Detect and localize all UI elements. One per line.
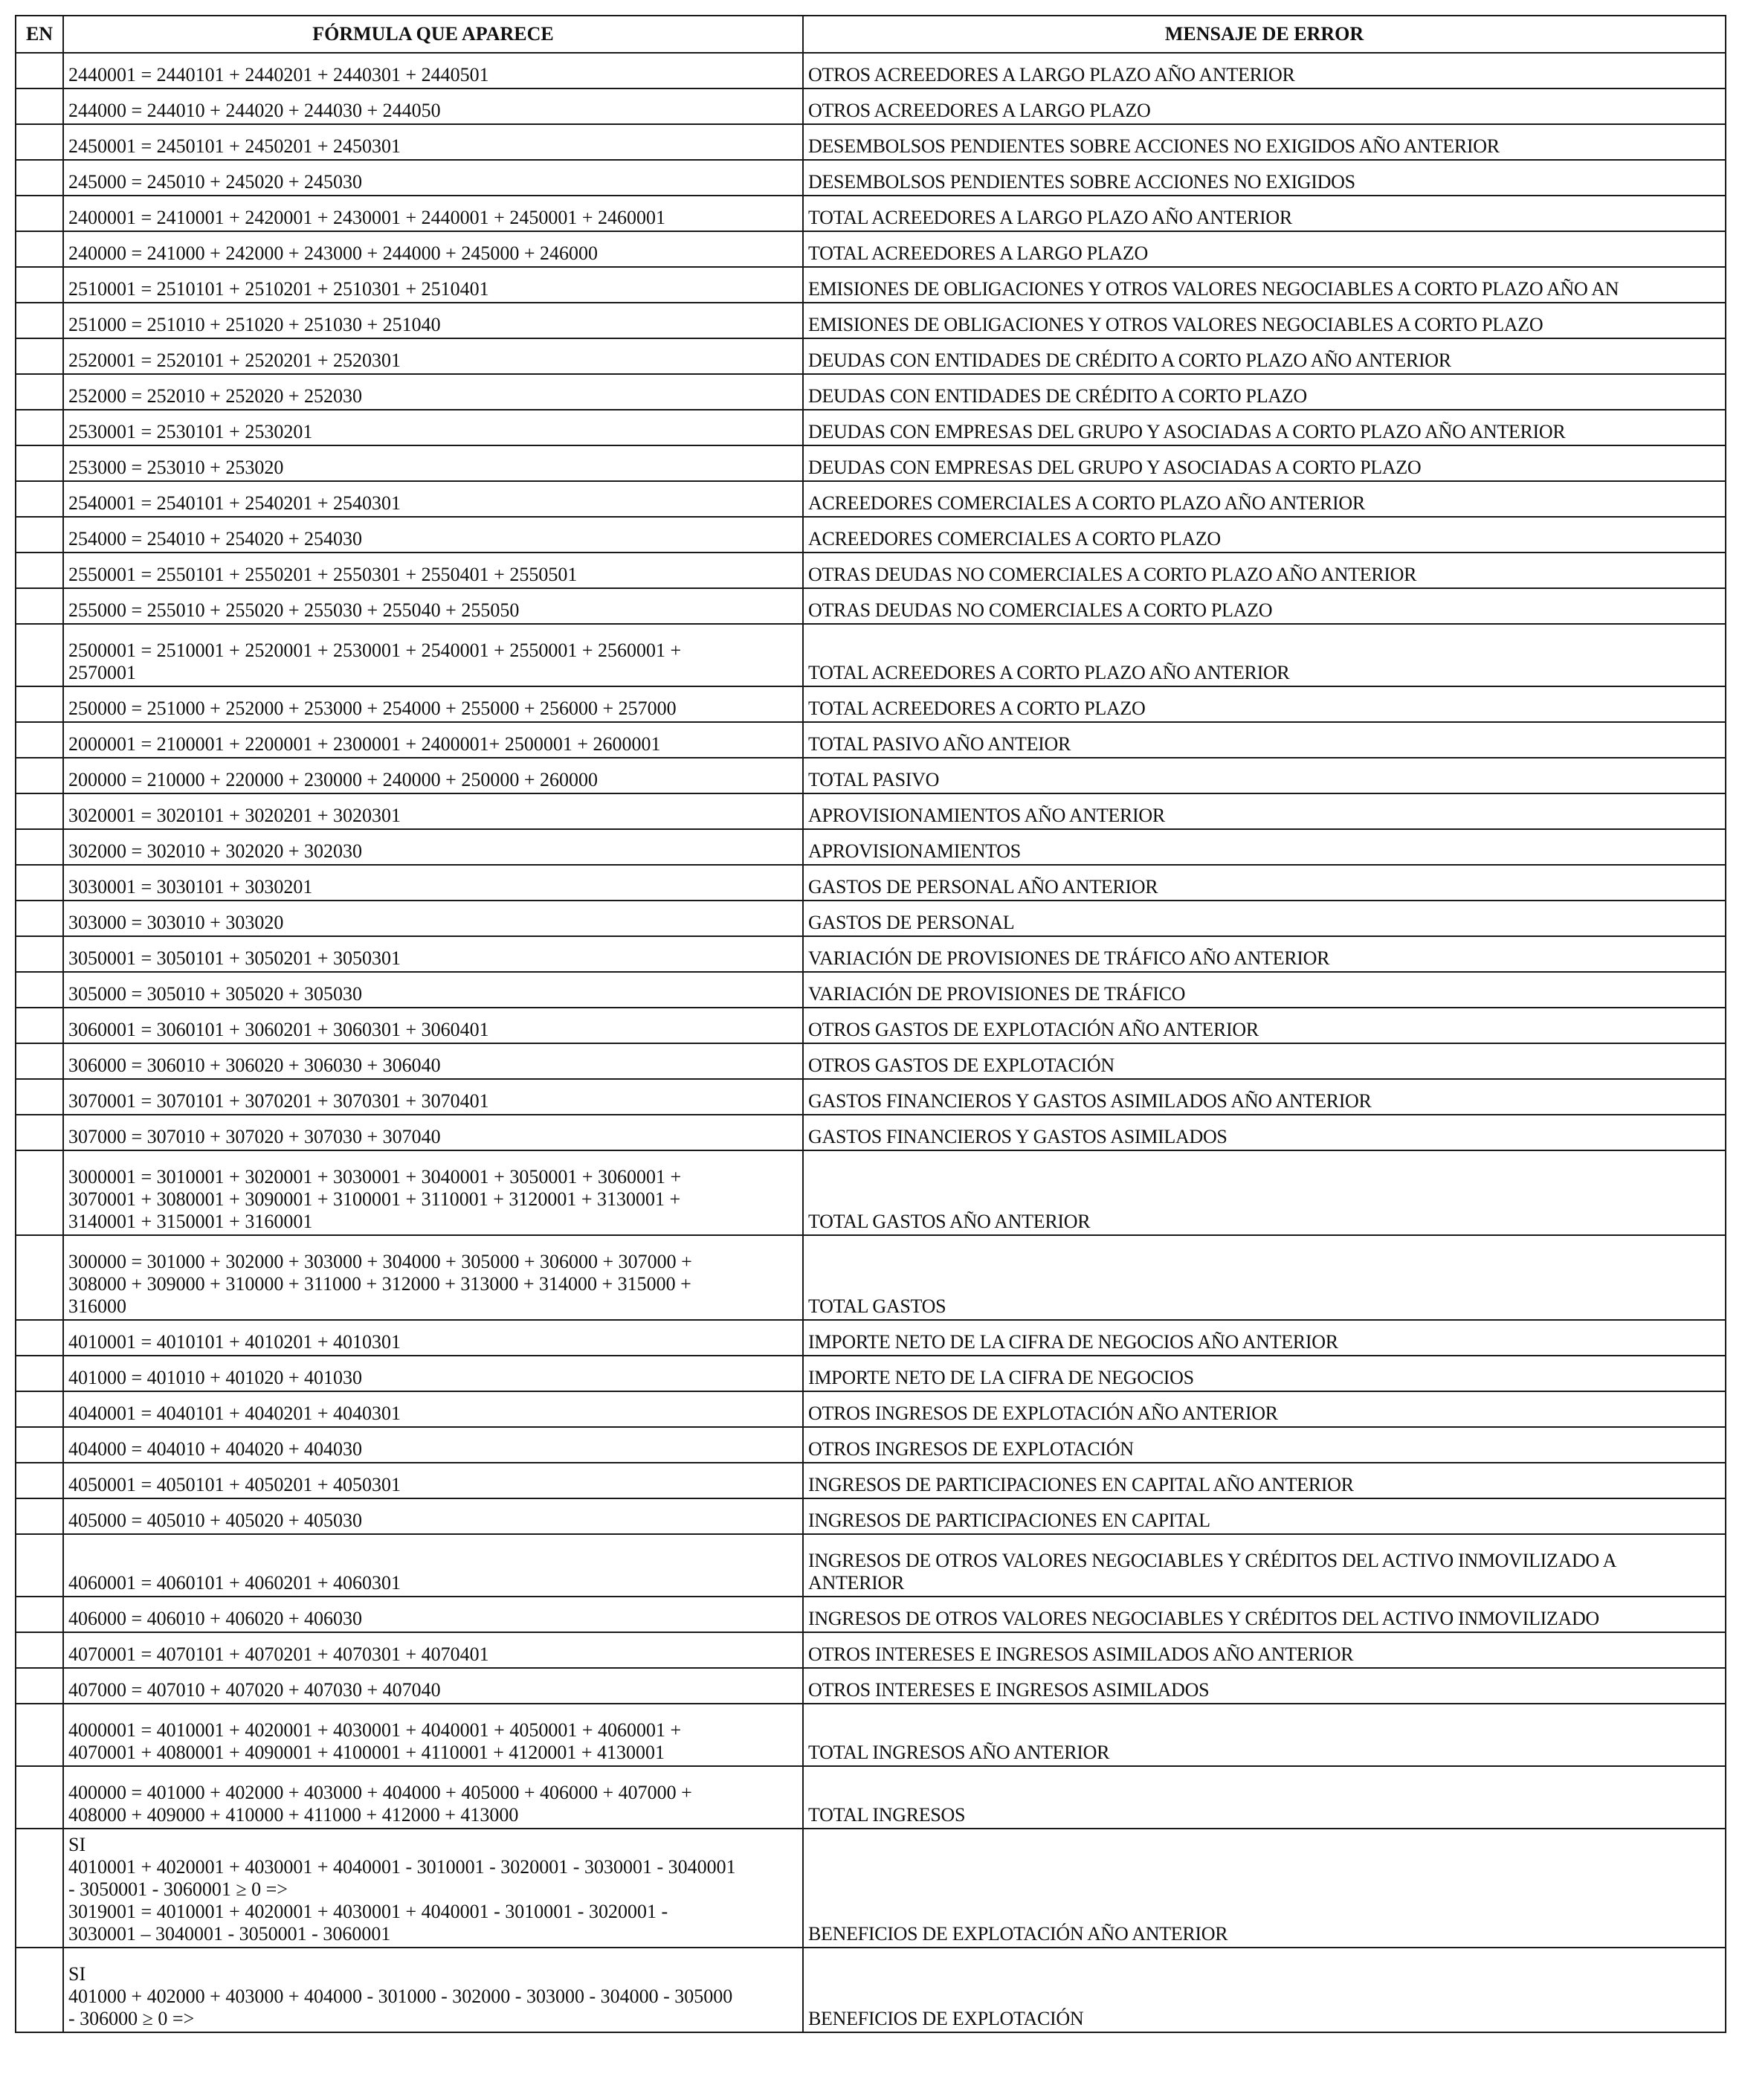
formula-cell: 2000001 = 2100001 + 2200001 + 2300001 + 2400001+ 2500001 + 2600001: [63, 722, 803, 758]
error-message-cell: OTROS GASTOS DE EXPLOTACIÓN: [803, 1043, 1726, 1079]
formula-cell: 2440001 = 2440101 + 2440201 + 2440301 + 2440501: [63, 53, 803, 88]
table-row: [16, 1008, 1726, 1043]
error-message-cell: GASTOS FINANCIEROS Y GASTOS ASIMILADOS AÑO ANTERIOR: [803, 1079, 1726, 1115]
error-message-cell: VARIACIÓN DE PROVISIONES DE TRÁFICO AÑO ANTERIOR: [803, 936, 1726, 972]
error-message-cell: OTROS ACREEDORES A LARGO PLAZO: [803, 88, 1726, 124]
formula-cell: 4060001 = 4060101 + 4060201 + 4060301: [63, 1534, 803, 1597]
formula-cell: 302000 = 302010 + 302020 + 302030: [63, 829, 803, 865]
formula-cell: 3020001 = 3020101 + 3020201 + 3020301: [63, 793, 803, 829]
error-message-cell: OTROS INTERESES E INGRESOS ASIMILADOS AÑO ANTERIOR: [803, 1632, 1726, 1668]
table-row: [16, 1829, 1726, 1948]
en-cell: [16, 517, 63, 553]
formula-cell: 305000 = 305010 + 305020 + 305030: [63, 972, 803, 1008]
en-cell: [16, 1829, 63, 1948]
error-message-cell: IMPORTE NETO DE LA CIFRA DE NEGOCIOS: [803, 1356, 1726, 1391]
table-row: [16, 1668, 1726, 1704]
error-message-cell: GASTOS FINANCIEROS Y GASTOS ASIMILADOS: [803, 1115, 1726, 1150]
en-cell: [16, 793, 63, 829]
table-row: [16, 1632, 1726, 1668]
table-row: [16, 1766, 1726, 1829]
table-row: [16, 88, 1726, 124]
en-cell: [16, 1948, 63, 2032]
formula-cell: 3000001 = 3010001 + 3020001 + 3030001 + 3040001 + 3050001 + 3060001 + 3070001 + 3080001 + 3090001 + 3100001 + 3110001 + 3120001 + 3130001 + 3140001 + 3150001 + 3160001: [63, 1150, 803, 1235]
formula-cell: 240000 = 241000 + 242000 + 243000 + 244000 + 245000 + 246000: [63, 231, 803, 267]
error-message-cell: DEUDAS CON EMPRESAS DEL GRUPO Y ASOCIADAS A CORTO PLAZO: [803, 445, 1726, 481]
formula-cell: 3060001 = 3060101 + 3060201 + 3060301 + 3060401: [63, 1008, 803, 1043]
formula-cell: 406000 = 406010 + 406020 + 406030: [63, 1597, 803, 1632]
table-row: [16, 338, 1726, 374]
table-row: [16, 1427, 1726, 1463]
error-message-cell: TOTAL GASTOS: [803, 1235, 1726, 1320]
error-message-cell: DESEMBOLSOS PENDIENTES SOBRE ACCIONES NO EXIGIDOS: [803, 160, 1726, 196]
error-message-cell: OTRAS DEUDAS NO COMERCIALES A CORTO PLAZO AÑO ANTERIOR: [803, 553, 1726, 588]
formula-cell: 3070001 = 3070101 + 3070201 + 3070301 + 3070401: [63, 1079, 803, 1115]
table-row: [16, 553, 1726, 588]
formula-cell: 407000 = 407010 + 407020 + 407030 + 407040: [63, 1668, 803, 1704]
en-cell: [16, 1668, 63, 1704]
error-message-cell: TOTAL PASIVO AÑO ANTEIOR: [803, 722, 1726, 758]
en-cell: [16, 88, 63, 124]
table-row: [16, 410, 1726, 445]
formula-cell: 251000 = 251010 + 251020 + 251030 + 251040: [63, 303, 803, 338]
error-message-cell: IMPORTE NETO DE LA CIFRA DE NEGOCIOS AÑO ANTERIOR: [803, 1320, 1726, 1356]
error-message-cell: TOTAL INGRESOS AÑO ANTERIOR: [803, 1704, 1726, 1766]
table-row: [16, 53, 1726, 88]
formula-cell: 4050001 = 4050101 + 4050201 + 4050301: [63, 1463, 803, 1498]
formula-cell: 250000 = 251000 + 252000 + 253000 + 254000 + 255000 + 256000 + 257000: [63, 686, 803, 722]
formula-cell: 200000 = 210000 + 220000 + 230000 + 240000 + 250000 + 260000: [63, 758, 803, 793]
en-cell: [16, 722, 63, 758]
error-message-cell: APROVISIONAMIENTOS: [803, 829, 1726, 865]
en-cell: [16, 829, 63, 865]
formula-cell: 300000 = 301000 + 302000 + 303000 + 304000 + 305000 + 306000 + 307000 + 308000 + 309000 + 310000 + 311000 + 312000 + 313000 + 314000 + 315000 + 316000: [63, 1235, 803, 1320]
formula-cell: 252000 = 252010 + 252020 + 252030: [63, 374, 803, 410]
table-row: [16, 829, 1726, 865]
table-row: [16, 1391, 1726, 1427]
error-message-cell: BENEFICIOS DE EXPLOTACIÓN: [803, 1948, 1726, 2032]
en-cell: [16, 1150, 63, 1235]
formula-cell: 2540001 = 2540101 + 2540201 + 2540301: [63, 481, 803, 517]
formula-cell: 307000 = 307010 + 307020 + 307030 + 307040: [63, 1115, 803, 1150]
table-row: [16, 160, 1726, 196]
en-cell: [16, 1766, 63, 1829]
en-cell: [16, 231, 63, 267]
en-cell: [16, 445, 63, 481]
en-cell: [16, 865, 63, 901]
formula-cell: 3050001 = 3050101 + 3050201 + 3050301: [63, 936, 803, 972]
error-message-cell: OTROS INGRESOS DE EXPLOTACIÓN AÑO ANTERIOR: [803, 1391, 1726, 1427]
formula-cell: SI 4010001 + 4020001 + 4030001 + 4040001 - 3010001 - 3020001 - 3030001 - 3040001 - 3050001 - 3060001 ≥ 0 => 3019001 = 4010001 + 4020001 + 4030001 + 4040001 - 3010001 - 3020001 - 3030001 – 3040001 - 3050001 - 3060001: [63, 1829, 803, 1948]
error-message-cell: TOTAL ACREEDORES A LARGO PLAZO: [803, 231, 1726, 267]
table-row: [16, 1597, 1726, 1632]
error-message-cell: APROVISIONAMIENTOS AÑO ANTERIOR: [803, 793, 1726, 829]
en-cell: [16, 410, 63, 445]
en-cell: [16, 338, 63, 374]
table-row: [16, 1498, 1726, 1534]
table-row: [16, 1079, 1726, 1115]
header-message: MENSAJE DE ERROR: [803, 16, 1726, 53]
en-cell: [16, 1534, 63, 1597]
formula-cell: 4000001 = 4010001 + 4020001 + 4030001 + 4040001 + 4050001 + 4060001 + 4070001 + 4080001 + 4090001 + 4100001 + 4110001 + 4120001 + 4130001: [63, 1704, 803, 1766]
formula-cell: 401000 = 401010 + 401020 + 401030: [63, 1356, 803, 1391]
formula-cell: 2550001 = 2550101 + 2550201 + 2550301 + 2550401 + 2550501: [63, 553, 803, 588]
formula-cell: 244000 = 244010 + 244020 + 244030 + 244050: [63, 88, 803, 124]
error-message-cell: DEUDAS CON ENTIDADES DE CRÉDITO A CORTO PLAZO: [803, 374, 1726, 410]
en-cell: [16, 1704, 63, 1766]
formula-cell: 4010001 = 4010101 + 4010201 + 4010301: [63, 1320, 803, 1356]
table-row: [16, 624, 1726, 686]
formula-cell: 2400001 = 2410001 + 2420001 + 2430001 + 2440001 + 2450001 + 2460001: [63, 196, 803, 231]
formula-cell: 4040001 = 4040101 + 4040201 + 4040301: [63, 1391, 803, 1427]
table-row: [16, 1235, 1726, 1320]
error-message-cell: OTROS ACREEDORES A LARGO PLAZO AÑO ANTERIOR: [803, 53, 1726, 88]
en-cell: [16, 1632, 63, 1668]
en-cell: [16, 1320, 63, 1356]
en-cell: [16, 160, 63, 196]
formula-cell: 4070001 = 4070101 + 4070201 + 4070301 + 4070401: [63, 1632, 803, 1668]
formula-cell: 306000 = 306010 + 306020 + 306030 + 306040: [63, 1043, 803, 1079]
en-cell: [16, 1235, 63, 1320]
error-message-cell: OTROS GASTOS DE EXPLOTACIÓN AÑO ANTERIOR: [803, 1008, 1726, 1043]
error-message-cell: DEUDAS CON EMPRESAS DEL GRUPO Y ASOCIADAS A CORTO PLAZO AÑO ANTERIOR: [803, 410, 1726, 445]
error-message-cell: TOTAL INGRESOS: [803, 1766, 1726, 1829]
table-row: [16, 445, 1726, 481]
table-row: [16, 267, 1726, 303]
formula-error-table: [15, 15, 1726, 2033]
document-page: [15, 15, 1725, 2033]
en-cell: [16, 1043, 63, 1079]
error-message-cell: EMISIONES DE OBLIGACIONES Y OTROS VALORES NEGOCIABLES A CORTO PLAZO AÑO AN: [803, 267, 1726, 303]
formula-cell: 303000 = 303010 + 303020: [63, 901, 803, 936]
table-row: [16, 793, 1726, 829]
error-message-cell: VARIACIÓN DE PROVISIONES DE TRÁFICO: [803, 972, 1726, 1008]
header-formula: FÓRMULA QUE APARECE: [63, 16, 803, 53]
formula-cell: 2500001 = 2510001 + 2520001 + 2530001 + 2540001 + 2550001 + 2560001 + 2570001: [63, 624, 803, 686]
en-cell: [16, 1079, 63, 1115]
formula-cell: 2520001 = 2520101 + 2520201 + 2520301: [63, 338, 803, 374]
error-message-cell: TOTAL ACREEDORES A CORTO PLAZO: [803, 686, 1726, 722]
error-message-cell: INGRESOS DE PARTICIPACIONES EN CAPITAL: [803, 1498, 1726, 1534]
error-message-cell: EMISIONES DE OBLIGACIONES Y OTROS VALORES NEGOCIABLES A CORTO PLAZO: [803, 303, 1726, 338]
table-row: [16, 901, 1726, 936]
table-header-row: [16, 16, 1726, 53]
error-message-cell: DEUDAS CON ENTIDADES DE CRÉDITO A CORTO PLAZO AÑO ANTERIOR: [803, 338, 1726, 374]
error-message-cell: ACREEDORES COMERCIALES A CORTO PLAZO: [803, 517, 1726, 553]
en-cell: [16, 624, 63, 686]
table-row: [16, 1463, 1726, 1498]
formula-cell: 405000 = 405010 + 405020 + 405030: [63, 1498, 803, 1534]
error-message-cell: TOTAL GASTOS AÑO ANTERIOR: [803, 1150, 1726, 1235]
table-row: [16, 124, 1726, 160]
en-cell: [16, 758, 63, 793]
table-row: [16, 936, 1726, 972]
error-message-cell: BENEFICIOS DE EXPLOTACIÓN AÑO ANTERIOR: [803, 1829, 1726, 1948]
error-message-cell: GASTOS DE PERSONAL AÑO ANTERIOR: [803, 865, 1726, 901]
error-message-cell: OTRAS DEUDAS NO COMERCIALES A CORTO PLAZO: [803, 588, 1726, 624]
error-message-cell: TOTAL ACREEDORES A CORTO PLAZO AÑO ANTERIOR: [803, 624, 1726, 686]
table-row: [16, 758, 1726, 793]
error-message-cell: INGRESOS DE OTROS VALORES NEGOCIABLES Y CRÉDITOS DEL ACTIVO INMOVILIZADO A ANTERIOR: [803, 1534, 1726, 1597]
en-cell: [16, 53, 63, 88]
table-row: [16, 1704, 1726, 1766]
table-row: [16, 1534, 1726, 1597]
formula-cell: 404000 = 404010 + 404020 + 404030: [63, 1427, 803, 1463]
table-row: [16, 374, 1726, 410]
en-cell: [16, 1391, 63, 1427]
en-cell: [16, 1498, 63, 1534]
error-message-cell: OTROS INGRESOS DE EXPLOTACIÓN: [803, 1427, 1726, 1463]
error-message-cell: OTROS INTERESES E INGRESOS ASIMILADOS: [803, 1668, 1726, 1704]
formula-cell: 3030001 = 3030101 + 3030201: [63, 865, 803, 901]
formula-cell: 2530001 = 2530101 + 2530201: [63, 410, 803, 445]
table-row: [16, 1150, 1726, 1235]
error-message-cell: TOTAL PASIVO: [803, 758, 1726, 793]
table-row: [16, 1115, 1726, 1150]
table-row: [16, 1320, 1726, 1356]
formula-cell: 400000 = 401000 + 402000 + 403000 + 404000 + 405000 + 406000 + 407000 + 408000 + 409000 + 410000 + 411000 + 412000 + 413000: [63, 1766, 803, 1829]
en-cell: [16, 1463, 63, 1498]
formula-cell: 2510001 = 2510101 + 2510201 + 2510301 + 2510401: [63, 267, 803, 303]
table-row: [16, 1043, 1726, 1079]
error-message-cell: INGRESOS DE PARTICIPACIONES EN CAPITAL AÑO ANTERIOR: [803, 1463, 1726, 1498]
formula-cell: 254000 = 254010 + 254020 + 254030: [63, 517, 803, 553]
table-row: [16, 481, 1726, 517]
error-message-cell: GASTOS DE PERSONAL: [803, 901, 1726, 936]
table-row: [16, 722, 1726, 758]
error-message-cell: INGRESOS DE OTROS VALORES NEGOCIABLES Y CRÉDITOS DEL ACTIVO INMOVILIZADO: [803, 1597, 1726, 1632]
en-cell: [16, 1115, 63, 1150]
header-en: EN: [16, 16, 63, 53]
table-row: [16, 231, 1726, 267]
error-message-cell: ACREEDORES COMERCIALES A CORTO PLAZO AÑO ANTERIOR: [803, 481, 1726, 517]
table-row: [16, 196, 1726, 231]
table-row: [16, 1356, 1726, 1391]
formula-cell: 2450001 = 2450101 + 2450201 + 2450301: [63, 124, 803, 160]
formula-cell: SI 401000 + 402000 + 403000 + 404000 - 301000 - 302000 - 303000 - 304000 - 305000 - 306000 ≥ 0 =>: [63, 1948, 803, 2032]
en-cell: [16, 1597, 63, 1632]
en-cell: [16, 1356, 63, 1391]
en-cell: [16, 1427, 63, 1463]
en-cell: [16, 553, 63, 588]
error-message-cell: DESEMBOLSOS PENDIENTES SOBRE ACCIONES NO EXIGIDOS AÑO ANTERIOR: [803, 124, 1726, 160]
table-row: [16, 865, 1726, 901]
formula-cell: 253000 = 253010 + 253020: [63, 445, 803, 481]
en-cell: [16, 267, 63, 303]
formula-cell: 245000 = 245010 + 245020 + 245030: [63, 160, 803, 196]
en-cell: [16, 374, 63, 410]
error-message-cell: TOTAL ACREEDORES A LARGO PLAZO AÑO ANTERIOR: [803, 196, 1726, 231]
en-cell: [16, 936, 63, 972]
en-cell: [16, 686, 63, 722]
table-row: [16, 972, 1726, 1008]
table-row: [16, 588, 1726, 624]
table-row: [16, 303, 1726, 338]
table-row: [16, 517, 1726, 553]
en-cell: [16, 196, 63, 231]
en-cell: [16, 481, 63, 517]
formula-cell: 255000 = 255010 + 255020 + 255030 + 255040 + 255050: [63, 588, 803, 624]
table-row: [16, 1948, 1726, 2032]
en-cell: [16, 1008, 63, 1043]
table-row: [16, 686, 1726, 722]
en-cell: [16, 901, 63, 936]
en-cell: [16, 588, 63, 624]
en-cell: [16, 303, 63, 338]
en-cell: [16, 124, 63, 160]
en-cell: [16, 972, 63, 1008]
